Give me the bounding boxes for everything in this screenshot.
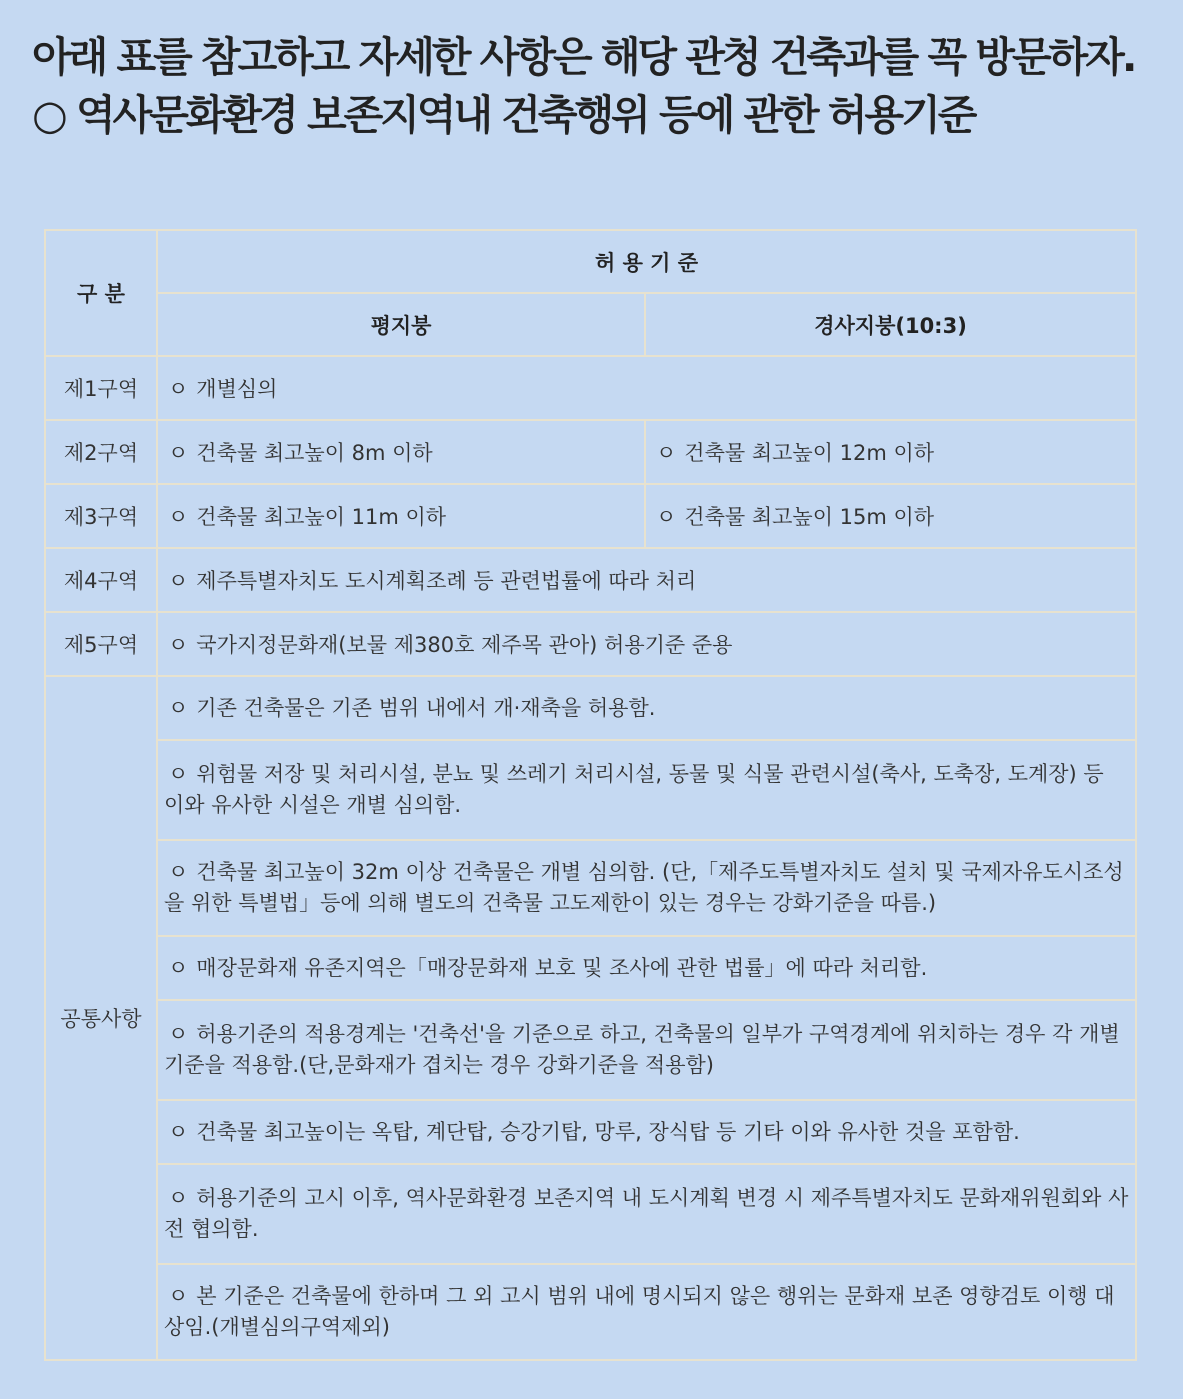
pitched-roof-criteria-text: 건축물 최고높이 15m 이하 bbox=[684, 505, 935, 529]
pitched-roof-criteria bbox=[645, 484, 1136, 548]
zone-criteria-text: 개별심의 bbox=[196, 377, 278, 401]
zone-name: 제1구역 bbox=[45, 356, 157, 420]
bullet-icon: ㅇ bbox=[168, 569, 189, 593]
common-row bbox=[45, 1164, 1136, 1264]
common-item bbox=[157, 840, 1136, 936]
zone-criteria-text: 국가지정문화재(보물 제380호 제주목 관아) 허용기준 준용 bbox=[196, 633, 733, 657]
common-row bbox=[45, 676, 1136, 740]
bullet-icon: ㅇ bbox=[168, 955, 189, 980]
zone-criteria bbox=[157, 548, 1136, 612]
bullet-icon: ㅇ bbox=[168, 1022, 189, 1046]
flat-roof-criteria-text: 건축물 최고높이 11m 이하 bbox=[196, 505, 447, 529]
bullet-icon: ㅇ bbox=[168, 1186, 189, 1210]
flat-roof-header: 평지붕 bbox=[157, 293, 645, 356]
table-row bbox=[45, 548, 1136, 612]
common-item bbox=[157, 1000, 1136, 1100]
heading-line-1: 아래 표를 참고하고 자세한 사항은 해당 관청 건축과를 꼭 방문하자. bbox=[32, 33, 1135, 81]
bullet-icon: ㅇ bbox=[168, 860, 189, 884]
zone-criteria bbox=[157, 612, 1136, 676]
common-item bbox=[157, 1100, 1136, 1164]
zone-name: 제4구역 bbox=[45, 548, 157, 612]
zone-name: 제5구역 bbox=[45, 612, 157, 676]
page-heading bbox=[32, 28, 1172, 144]
bullet-icon: ㅇ bbox=[168, 377, 189, 401]
flat-roof-criteria bbox=[157, 484, 645, 548]
zone-criteria bbox=[157, 356, 1136, 420]
pitched-roof-criteria-text: 건축물 최고높이 12m 이하 bbox=[684, 441, 935, 465]
common-row bbox=[45, 1000, 1136, 1100]
common-item-text: 건축물 최고높이는 옥탑, 계단탑, 승강기탑, 망루, 장식탑 등 기타 이와 유사한 것을 포함함. bbox=[196, 1119, 1020, 1144]
bullet-icon: ㅇ bbox=[168, 762, 189, 786]
common-item-text: 기존 건축물은 기존 범위 내에서 개·재축을 허용함. bbox=[196, 695, 656, 720]
criteria-header: 허 용 기 준 bbox=[157, 230, 1136, 293]
table-row bbox=[45, 420, 1136, 484]
table-row bbox=[45, 484, 1136, 548]
flat-roof-criteria bbox=[157, 420, 645, 484]
flat-roof-criteria-text: 건축물 최고높이 8m 이하 bbox=[196, 441, 433, 465]
bullet-icon: ㅇ bbox=[656, 505, 677, 529]
common-row bbox=[45, 740, 1136, 840]
bullet-icon: ㅇ bbox=[168, 633, 189, 657]
heading-line-2: ○ 역사문화환경 보존지역내 건축행위 등에 관한 허용기준 bbox=[32, 91, 975, 139]
zone-name: 제2구역 bbox=[45, 420, 157, 484]
bullet-icon: ㅇ bbox=[168, 695, 189, 720]
common-row bbox=[45, 1100, 1136, 1164]
common-item-text: 허용기준의 적용경계는 '건축선'을 기준으로 하고, 건축물의 일부가 구역경계에 위치하는 경우 각 개별 기준을 적용함.(단,문화재가 겹치는 경우 강화기준을 적용함) bbox=[164, 1022, 1120, 1077]
common-item-text: 위험물 저장 및 처리시설, 분뇨 및 쓰레기 처리시설, 동물 및 식물 관련시설(축사, 도축장, 도계장) 등 이와 유사한 시설은 개별 심의함. bbox=[164, 762, 1104, 817]
common-item-text: 본 기준은 건축물에 한하며 그 외 고시 범위 내에 명시되지 않은 행위는 문화재 보존 영향검토 이행 대상임.(개별심의구역제외) bbox=[164, 1284, 1115, 1339]
table-row bbox=[45, 612, 1136, 676]
common-item bbox=[157, 740, 1136, 840]
common-row bbox=[45, 1264, 1136, 1360]
allowance-criteria-table bbox=[44, 229, 1137, 1361]
common-item bbox=[157, 1264, 1136, 1360]
table-row bbox=[45, 356, 1136, 420]
common-item bbox=[157, 676, 1136, 740]
common-item bbox=[157, 936, 1136, 1000]
bullet-icon: ㅇ bbox=[168, 441, 189, 465]
common-item-text: 허용기준의 고시 이후, 역사문화환경 보존지역 내 도시계획 변경 시 제주특별자치도 문화재위원회와 사전 협의함. bbox=[164, 1186, 1129, 1241]
common-row bbox=[45, 840, 1136, 936]
table-subheader-row bbox=[45, 293, 1136, 356]
zone-criteria-text: 제주특별자치도 도시계획조례 등 관련법률에 따라 처리 bbox=[196, 569, 697, 593]
common-item-text: 건축물 최고높이 32m 이상 건축물은 개별 심의함. (단,「제주도특별자치도 설치 및 국제자유도시조성을 위한 특별법」등에 의해 별도의 건축물 고도제한이 있는 경우는 강화기준을 따름.) bbox=[164, 860, 1124, 915]
bullet-icon: ㅇ bbox=[656, 441, 677, 465]
common-item-text: 매장문화재 유존지역은「매장문화재 보호 및 조사에 관한 법률」에 따라 처리함. bbox=[196, 955, 928, 980]
bullet-icon: ㅇ bbox=[168, 505, 189, 529]
bullet-icon: ㅇ bbox=[168, 1284, 189, 1308]
bullet-icon: ㅇ bbox=[168, 1119, 189, 1144]
zone-name: 제3구역 bbox=[45, 484, 157, 548]
pitched-roof-header: 경사지붕(10:3) bbox=[645, 293, 1136, 356]
category-header: 구 분 bbox=[45, 230, 157, 356]
common-label: 공통사항 bbox=[45, 676, 157, 1360]
table-header-row bbox=[45, 230, 1136, 293]
common-row bbox=[45, 936, 1136, 1000]
pitched-roof-criteria bbox=[645, 420, 1136, 484]
common-item bbox=[157, 1164, 1136, 1264]
